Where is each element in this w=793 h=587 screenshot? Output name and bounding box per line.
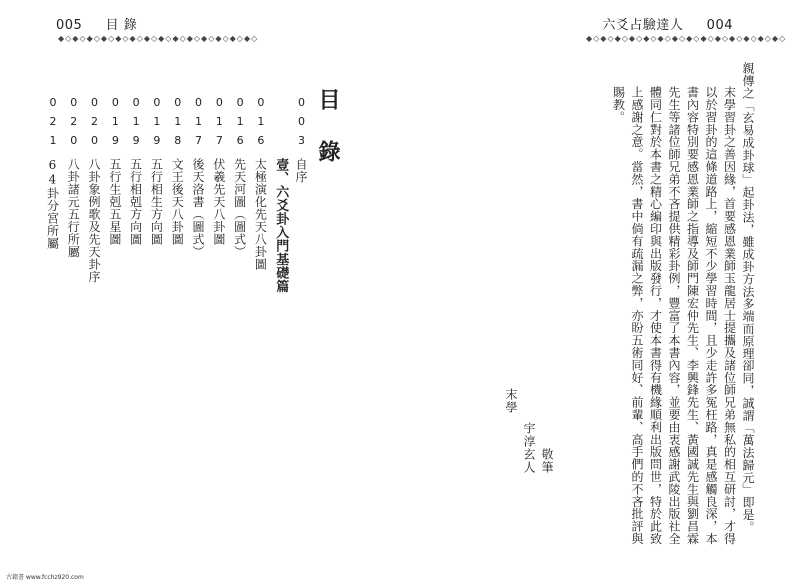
toc-entry-label: 伏羲先天八卦圖 bbox=[211, 158, 226, 246]
toc-page-number: 019 bbox=[129, 96, 143, 153]
left-page-title: 目 錄 bbox=[105, 18, 138, 33]
toc-page-number: 016 bbox=[254, 96, 268, 153]
toc-entry-label: 五行相生方向圖 bbox=[149, 158, 164, 246]
toc-page-number: 017 bbox=[212, 96, 226, 153]
preface-body bbox=[609, 62, 757, 552]
toc-entry-label: 八卦象例歌及先天卦序 bbox=[87, 158, 102, 283]
left-page-number: 005 bbox=[56, 18, 83, 33]
toc-entry-label: 八卦諸元五行所屬 bbox=[66, 158, 81, 258]
toc-entry-label: 64卦分宮所屬 bbox=[45, 158, 60, 250]
toc-entry bbox=[208, 96, 229, 293]
toc-entry-label: 自序 bbox=[294, 158, 308, 183]
left-header-ornament: ◆◇◆◇◆◇◆◇◆◇◆◇◆◇◆◇◆◇◆◇◆◇◆◇◆◇◆◇ bbox=[58, 34, 259, 43]
toc-entry bbox=[146, 96, 167, 293]
toc-entry-label: 壹、六爻卦入門基礎篇 bbox=[273, 158, 289, 293]
toc-entry bbox=[229, 96, 250, 293]
preface-paragraph-1: 親傳之「玄易成卦球」起卦法，雖成卦方法多端而原理卻同，誠謂「萬法歸元」即是。 bbox=[741, 62, 755, 534]
signature-closing: 敬筆 bbox=[540, 448, 554, 474]
toc-entry bbox=[83, 96, 104, 293]
toc-entry-label: 後天洛書（圖式） bbox=[191, 158, 206, 258]
right-page-number: 004 bbox=[706, 18, 733, 33]
toc-page-number: 016 bbox=[233, 96, 247, 153]
toc-entry bbox=[104, 96, 125, 293]
toc-entry bbox=[62, 96, 83, 293]
toc-entry bbox=[187, 96, 208, 293]
left-page-header bbox=[56, 14, 137, 33]
toc-page-number: 019 bbox=[150, 96, 164, 153]
toc-entry-label: 太極演化先天八卦圖 bbox=[253, 158, 268, 271]
toc-entry bbox=[250, 96, 271, 293]
toc-entry-label: 五行相剋方向圖 bbox=[128, 158, 143, 246]
toc-entry bbox=[166, 96, 187, 293]
toc-entry-label: 文王後天八卦圖 bbox=[170, 158, 185, 246]
right-header-ornament: ◆◇◆◇◆◇◆◇◆◇◆◇◆◇◆◇◆◇◆◇◆◇◆◇◆◇◆◇ bbox=[586, 34, 787, 43]
toc-page-number: 018 bbox=[171, 96, 185, 153]
toc-page-number: 003 bbox=[295, 96, 308, 153]
toc-entry bbox=[290, 96, 311, 293]
toc-page-number: 019 bbox=[108, 96, 122, 153]
signature-name: 宇淳玄人 bbox=[522, 422, 536, 474]
toc-entry bbox=[125, 96, 146, 293]
signature-label: 末學 bbox=[504, 388, 518, 414]
toc-page-number: 020 bbox=[67, 96, 81, 153]
toc-entry-label: 先天河圖（圖式） bbox=[232, 158, 247, 258]
toc-title: 目錄 bbox=[315, 88, 341, 192]
toc-entry bbox=[42, 96, 63, 293]
toc-entry-label: 五行生剋五星圖 bbox=[107, 158, 122, 246]
toc-page-number: 021 bbox=[46, 96, 60, 153]
right-page-title: 六爻占驗達人 bbox=[602, 18, 684, 33]
footer-watermark: 古籍書 www.fcchz920.com bbox=[6, 574, 84, 581]
toc-list bbox=[42, 96, 311, 293]
right-page-header bbox=[602, 14, 733, 33]
toc-chapter-heading bbox=[270, 96, 290, 293]
toc-page-number: 017 bbox=[192, 96, 206, 153]
preface-signature bbox=[502, 388, 556, 474]
toc-page-number bbox=[274, 96, 286, 158]
toc-page-number: 020 bbox=[88, 96, 102, 153]
preface-paragraph-2: 末學習卦之善因緣，首要感恩業師玉龍居士提攜及諸位師兄弟無私的相互研討，才得以於習卦的這條道路上，縮短不少學習時間，且少走許多冤枉路，真是感觸良深，本書內容特別要感恩業師之指導及師門陳宏仲先生、李興鋒先生、黃國誠先生與劉昌霖先生等諸位師兄弟不吝提供精彩卦例，豐富了本書內容，並要由衷感謝武陵出版社全體同仁對於本書之精心編印與出版發行，才使本書得有機緣順利出版問世，特於此致上感謝之意。當然，書中倘有疏漏之弊，亦盼五術同好、前輩、高手們的不吝批評與賜教。 bbox=[611, 86, 737, 545]
